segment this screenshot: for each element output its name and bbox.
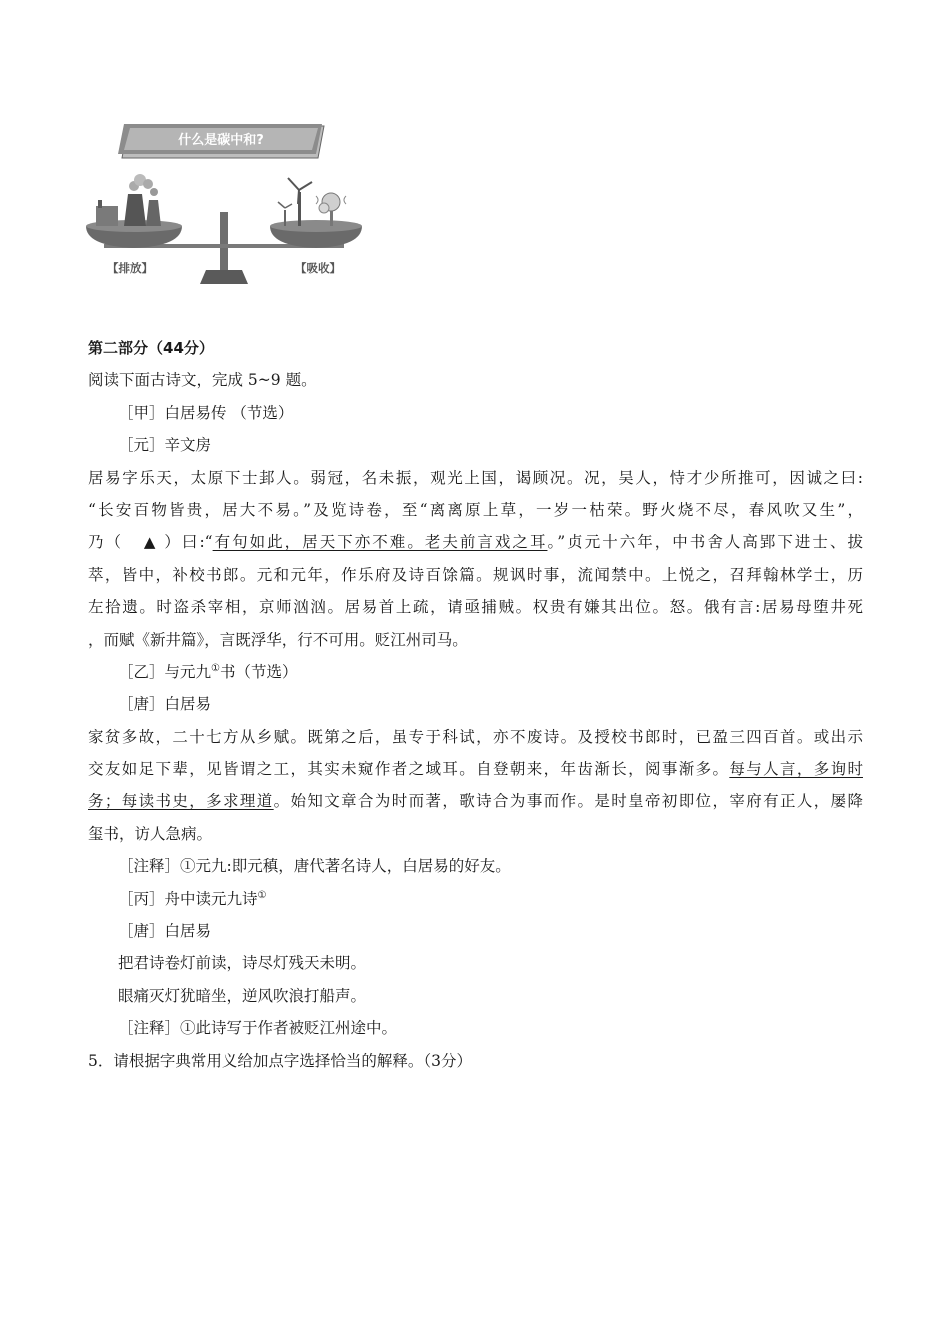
text-yi-title: ［乙］与元九①书（节选） [118,662,298,681]
answer-blank: ▲ [143,533,158,552]
poem-line: 眼痛灭灯犹暗坐，逆风吹浪打船声。 [118,986,367,1005]
title-banner [118,124,324,158]
emission-pan [86,174,182,248]
footnote-mark: ① [257,889,267,901]
text-bing-title: ［丙］舟中读元九诗① [118,889,267,908]
text-jia-line: ，而赋《新井篇》，言既浮华，行不可用。贬江州司马。 [88,630,468,649]
absorption-pan [270,178,362,248]
text-jia-title: ［甲］白居易传 （节选） [118,403,294,422]
footnote-mark: ① [211,662,220,674]
text-yi-line: 交友如足下辈，见皆谓之工，其实未窥作者之域耳。自登朝来，年齿渐长，阅事渐多。每与人言，多询时 [88,760,863,779]
text-jia-line: “长安百物皆贵，居大不易。”及览诗卷，至“离离原上草，一岁一枯荣。野火烧不尽，春风吹又生”， [88,500,863,519]
text-jia-line: 萃，皆中，补校书郎。元和元年，作乐府及诗百馀篇。规讽时事，流闻禁中。上悦之，召拜翰林学士，历 [88,565,863,584]
text-bing-author: ［唐］白居易 [118,922,212,941]
text-yi-line: 玺书，访人急病。 [88,824,213,843]
text-yi-line: 家贫多故，二十七方从乡赋。既第之后，虽专于科试，亦不废诗。及授校书郎时，已盈三四百首。或出示 [88,727,863,746]
text-jia-line: 左拾遗。时盗杀宰相，京师汹汹。居易首上疏，请亟捕贼。权贵有嫌其出位。怒。俄有言:居易母堕井死 [88,598,863,617]
text-jia-line: 居易字乐天，太原下士邽人。弱冠，名未振，观光上国，谒顾况。况，吴人，恃才少所推可，因诚之曰: [88,468,863,487]
emission-label: 【排放】 [107,261,153,275]
text-bing-note: ［注释］①此诗写于作者被贬江州途中。 [118,1019,398,1038]
absorption-label: 【吸收】 [295,261,341,275]
figure-title: 什么是碳中和? [178,133,264,148]
underlined-sentence: 务；每读书史，多求理道 [88,792,274,811]
exam-content [88,332,863,1077]
text-yi-line: 务；每读书史，多求理道。始知文章合为时而著，歌诗合为事而作。是时皇帝初即位，宰府有正人，屡降 [88,792,863,811]
text-yi-author: ［唐］白居易 [118,695,212,714]
section-instruction: 阅读下面古诗文，完成 5~9 题。 [88,371,317,390]
section-heading: 第二部分（44分） [88,339,214,357]
poem-line: 把君诗卷灯前读，诗尽灯残天未明。 [118,954,367,973]
underlined-sentence: 每与人言，多询时 [729,760,863,779]
question-5: 5．请根据字典常用义给加点字选择恰当的解释。（3分） [88,1051,472,1070]
carbon-neutral-illustration [84,120,364,290]
text-jia-line: 乃（ ▲ ）曰:“有句如此，居天下亦不难。老夫前言戏之耳。”贞元十六年，中书舍人高郢下进士、拔 [88,533,863,552]
underlined-sentence: 有句如此，居天下亦不难。老夫前言戏之耳 [212,533,548,552]
text-yi-note: ［注释］①元九:即元稹，唐代著名诗人，白居易的好友。 [118,857,511,876]
text-jia-author: ［元］辛文房 [118,436,212,455]
